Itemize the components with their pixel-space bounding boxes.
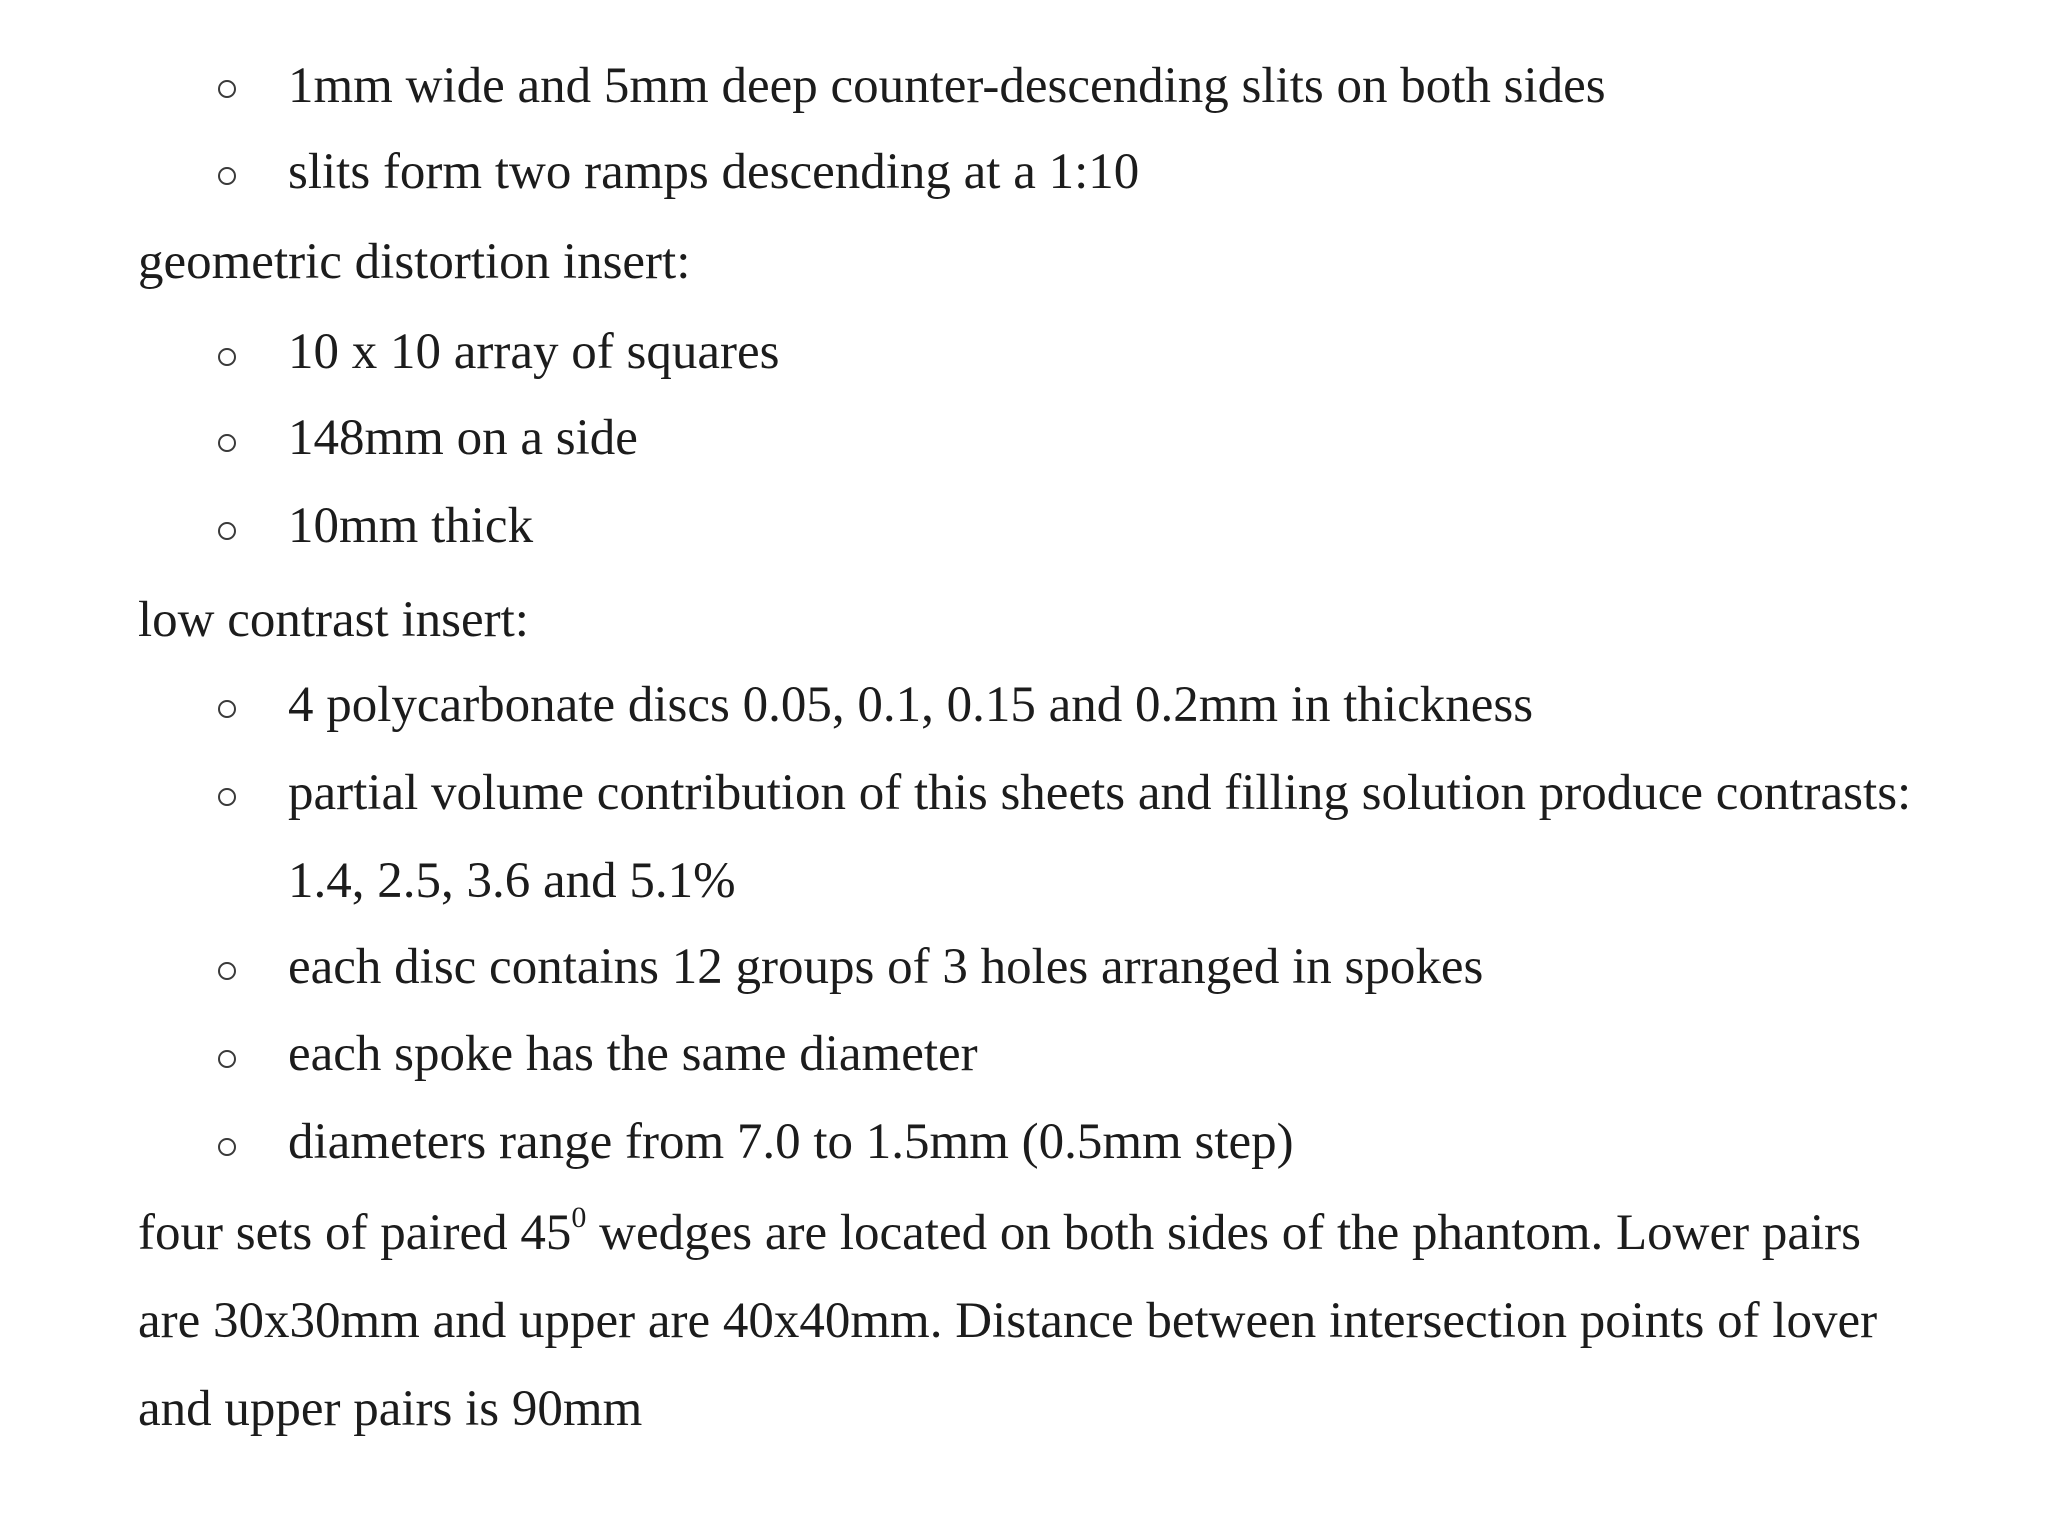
bullet-circle-icon [218, 80, 236, 98]
bullet-circle-icon [218, 962, 236, 980]
paragraph-line: and upper pairs is 90mm [138, 1381, 643, 1437]
paragraph-line: are 30x30mm and upper are 40x40mm. Distance between intersection points of lover [138, 1293, 1878, 1349]
bullet-circle-icon [218, 1050, 236, 1068]
list-item: partial volume contribution of this sheets and filling solution produce contrasts: [288, 765, 1912, 821]
paragraph-text: four sets of paired 45 [138, 1205, 572, 1261]
list-item: diameters range from 7.0 to 1.5mm (0.5mm step) [288, 1114, 1294, 1170]
list-item: each disc contains 12 groups of 3 holes arranged in spokes [288, 939, 1484, 995]
section-heading: low contrast insert: [138, 592, 529, 648]
list-item: 10 x 10 array of squares [288, 324, 780, 380]
bullet-circle-icon [218, 700, 236, 718]
list-item: slits form two ramps descending at a 1:10 [288, 144, 1140, 200]
list-item: 4 polycarbonate discs 0.05, 0.1, 0.15 and 0.2mm in thickness [288, 677, 1534, 733]
list-item: each spoke has the same diameter [288, 1026, 978, 1082]
list-item: 10mm thick [288, 498, 534, 554]
bullet-circle-icon [218, 522, 236, 540]
paragraph-text: wedges are located on both sides of the phantom. Lower pairs [586, 1205, 1862, 1261]
bullet-circle-icon [218, 167, 236, 185]
list-item: 1mm wide and 5mm deep counter-descending slits on both sides [288, 58, 1606, 114]
bullet-circle-icon [218, 348, 236, 366]
paragraph-line [138, 1203, 1861, 1263]
list-item: 148mm on a side [288, 410, 638, 466]
section-heading: geometric distortion insert: [138, 234, 691, 290]
degree-superscript: 0 [571, 1201, 587, 1234]
bullet-circle-icon [218, 434, 236, 452]
bullet-circle-icon [218, 1138, 236, 1156]
list-item-continuation: 1.4, 2.5, 3.6 and 5.1% [288, 853, 736, 909]
bullet-circle-icon [218, 788, 236, 806]
